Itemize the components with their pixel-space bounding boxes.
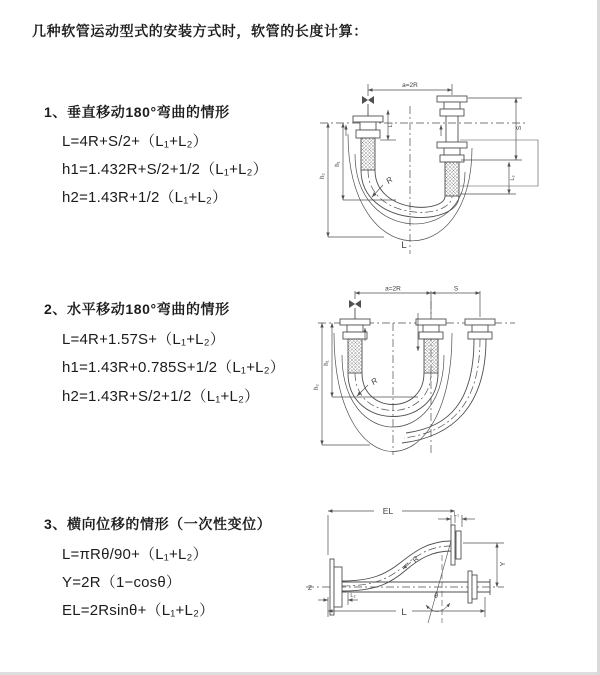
section-1-formula-h2: h2=1.43R+1/2（L₁+L₂） [62, 189, 228, 206]
label-l1: L₁ [454, 512, 459, 518]
label-theta: θ [434, 593, 438, 600]
left-braided-section [361, 138, 375, 170]
valve-icon [349, 300, 361, 319]
label-h1: h₁ [335, 161, 341, 167]
label-axis: Z [308, 585, 312, 592]
section-2-formula-h1: h1=1.43R+0.785S+1/2（L₁+L₂） [62, 359, 285, 376]
diagram-horizontal-180-bend [310, 283, 568, 461]
hose-s-curve [342, 541, 451, 591]
left-hose-fitting [340, 319, 370, 339]
page-title: 几种软管运动型式的安装方式时，软管的长度计算： [32, 23, 368, 39]
hose-moved-position [402, 339, 486, 443]
right-hose-fitting [465, 319, 495, 339]
right-hose-fitting-lower [437, 142, 467, 162]
label-length: L [401, 240, 407, 251]
label-radius: R [384, 175, 395, 186]
label-l1: L₁ [388, 122, 394, 128]
middle-braided-section [424, 339, 438, 373]
label-el: EL [382, 506, 394, 516]
right-braided-section [445, 162, 459, 196]
label-s: S [453, 285, 459, 293]
label-a2r: a=2R [385, 285, 401, 293]
label-a2r: a=2R [402, 82, 418, 89]
section-1-formula-L: L=4R+S/2+（L₁+L₂） [62, 133, 208, 150]
radius-leader [403, 562, 411, 569]
section-1-formula-h1: h1=1.432R+S/2+1/2（L₁+L₂） [62, 161, 268, 178]
label-radius: R [410, 554, 421, 565]
label-h1: h₁ [324, 360, 330, 366]
valve-icon [362, 96, 374, 116]
section-3-formula-Y: Y=2R（1−cosθ） [62, 574, 182, 591]
middle-hose-fitting [416, 319, 446, 339]
section-3-formula-EL: EL=2Rsinθ+（L₁+L₂） [62, 602, 215, 619]
section-1-heading: 1、垂直移动180°弯曲的情形 [44, 104, 230, 120]
label-l2: L₂ [510, 175, 516, 181]
pipe-original-position [342, 571, 490, 603]
section-2-formula-h2: h2=1.43R+S/2+1/2（L₁+L₂） [62, 388, 260, 405]
section-2-formula-L: L=4R+1.57S+（L₁+L₂） [62, 331, 225, 348]
upper-flange [451, 525, 461, 565]
label-l2: L₂ [350, 593, 356, 599]
left-hose-fitting [353, 116, 383, 138]
label-h2: h₂ [314, 384, 320, 390]
label-s: S [516, 125, 523, 131]
right-hose-fitting-upper [437, 96, 467, 116]
label-h2: h₂ [320, 173, 326, 179]
label-radius: R [369, 376, 380, 387]
left-flange [330, 559, 342, 615]
label-y: Y [500, 561, 507, 567]
section-3-heading: 3、横向位移的情形（一次性变位） [44, 516, 272, 532]
left-braided-section [348, 339, 362, 373]
section-2-heading: 2、水平移动180°弯曲的情形 [44, 301, 230, 317]
diagram-vertical-180-bend [310, 76, 568, 256]
section-3-formula-L: L=πRθ/90+（L₁+L₂） [62, 546, 208, 563]
label-length: L [401, 607, 407, 618]
diagram-lateral-displacement [300, 497, 512, 649]
